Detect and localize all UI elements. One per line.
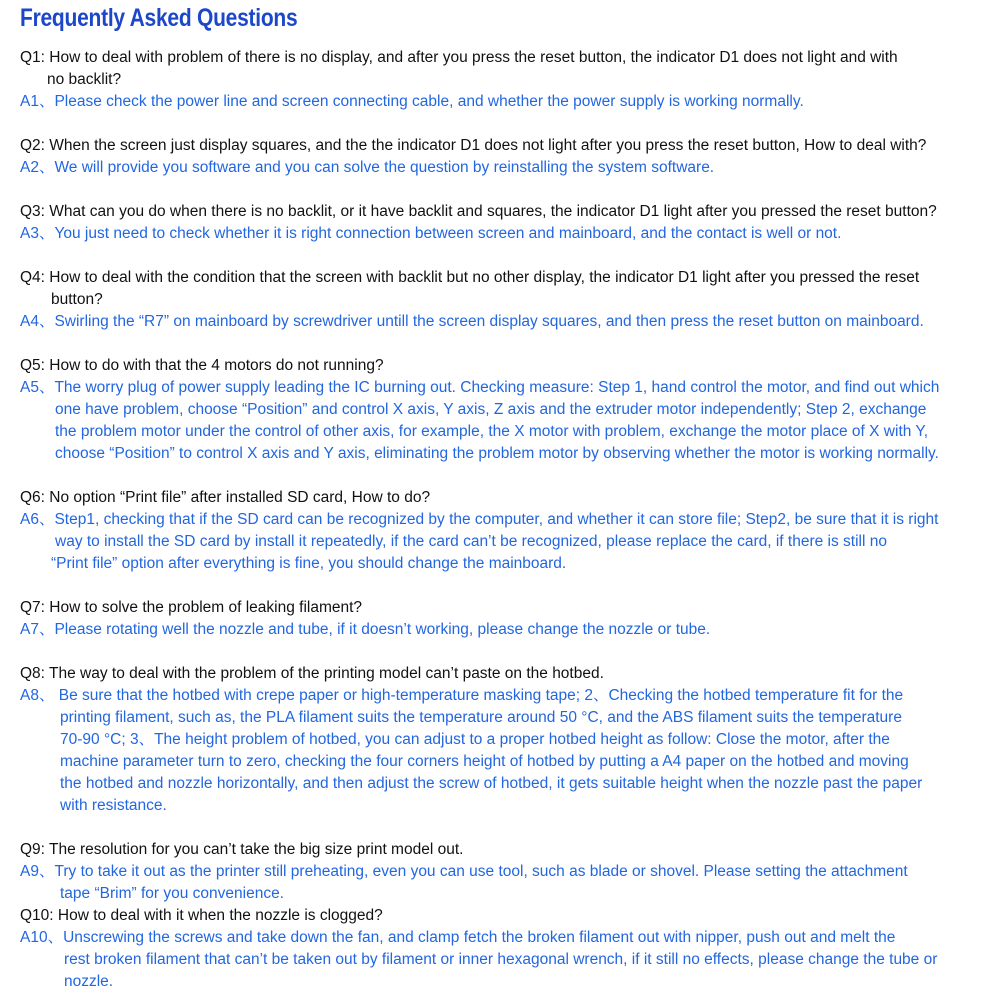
question-10-line-1: Q10: How to deal with it when the nozzle is clogged? [20,907,383,924]
answer-7-line-1: A7、Please rotating well the nozzle and tube, if it doesn’t working, please change the nozzle or tube. [20,621,711,638]
answer-10-line-1: A10、Unscrewing the screws and take down the fan, and clamp fetch the broken filament out with nipper, push out and melt the [20,929,896,946]
question-7-line-1: Q7: How to solve the problem of leaking filament? [20,599,363,616]
answer-9-line-2: tape “Brim” for you convenience. [60,885,284,902]
question-2-line-1: Q2: When the screen just display squares, and the the indicator D1 does not light after you press the reset button, How to deal with? [20,137,927,154]
answer-5-line-1: A5、The worry plug of power supply leading the IC burning out. Checking measure: Step 1, hand control the motor, and find out which [20,379,940,396]
answer-8-line-6: with resistance. [60,797,167,814]
answer-6-line-1: A6、Step1, checking that if the SD card can be recognized by the computer, and whether it can store file; Step2, be sure that it is right [20,511,939,528]
answer-4-line-1: A4、Swirling the “R7” on mainboard by screwdriver untill the screen display squares, and then press the reset button on mainboard. [20,313,924,330]
answer-5-line-4: choose “Position” to control X axis and Y axis, eliminating the problem motor by observing whether the motor is working normally. [55,445,939,462]
answer-8-line-3: 70-90 °C; 3、The height problem of hotbed, you can adjust to a proper hotbed height as follow: Close the motor, after the [60,731,890,748]
answer-8-line-5: the hotbed and nozzle horizontally, and then adjust the screw of hotbed, it gets suitable height when the nozzle past the paper [60,775,923,792]
answer-8-line-2: printing filament, such as, the PLA filament suits the temperature around 50 °C, and the ABS filament suits the temperature [60,709,902,726]
question-1-line-1: Q1: How to deal with problem of there is no display, and after you press the reset button, the indicator D1 does not light and with [20,49,898,66]
question-9-line-1: Q9: The resolution for you can’t take the big size print model out. [20,841,464,858]
page-title: Frequently Asked Questions [20,4,298,32]
answer-5-line-3: the problem motor under the control of other axis, for example, the X motor with problem, exchange the motor place of X with Y, [55,423,929,440]
answer-8-line-1: A8、 Be sure that the hotbed with crepe paper or high-temperature masking tape; 2、Checking the hotbed temperature fit for the [20,687,904,704]
answer-1-line-1: A1、Please check the power line and screen connecting cable, and whether the power supply is working normally. [20,93,804,110]
answer-6-line-3: “Print file” option after everything is fine, you should change the mainboard. [51,555,567,572]
answer-8-line-4: machine parameter turn to zero, checking the four corners height of hotbed by putting a A4 paper on the hotbed and moving [60,753,909,770]
question-1-line-2: no backlit? [47,71,122,88]
answer-6-line-2: way to install the SD card by install it repeatedly, if the card can’t be recognized, please replace the card, if there is still no [55,533,887,550]
question-8-line-1: Q8: The way to deal with the problem of the printing model can’t paste on the hotbed. [20,665,604,682]
question-5-line-1: Q5: How to do with that the 4 motors do not running? [20,357,384,374]
question-6-line-1: Q6: No option “Print file” after installed SD card, How to do? [20,489,431,506]
answer-9-line-1: A9、Try to take it out as the printer still preheating, even you can use tool, such as blade or shovel. Please setting the attachment [20,863,908,880]
question-4-line-2: button? [51,291,103,308]
answer-10-line-2: rest broken filament that can’t be taken out by filament or inner hexagonal wrench, if it still no effects, please change the tube or [64,951,938,968]
answer-2-line-1: A2、We will provide you software and you can solve the question by reinstalling the system software. [20,159,715,176]
answer-10-line-3: nozzle. [64,973,114,990]
answer-5-line-2: one have problem, choose “Position” and control X axis, Y axis, Z axis and the extruder motor independently; Step 2, exchange [55,401,927,418]
question-4-line-1: Q4: How to deal with the condition that the screen with backlit but no other display, the indicator D1 light after you pressed the reset [20,269,920,286]
answer-3-line-1: A3、You just need to check whether it is right connection between screen and mainboard, and the contact is well or not. [20,225,842,242]
question-3-line-1: Q3: What can you do when there is no backlit, or it have backlit and squares, the indicator D1 light after you pressed the reset button? [20,203,937,220]
